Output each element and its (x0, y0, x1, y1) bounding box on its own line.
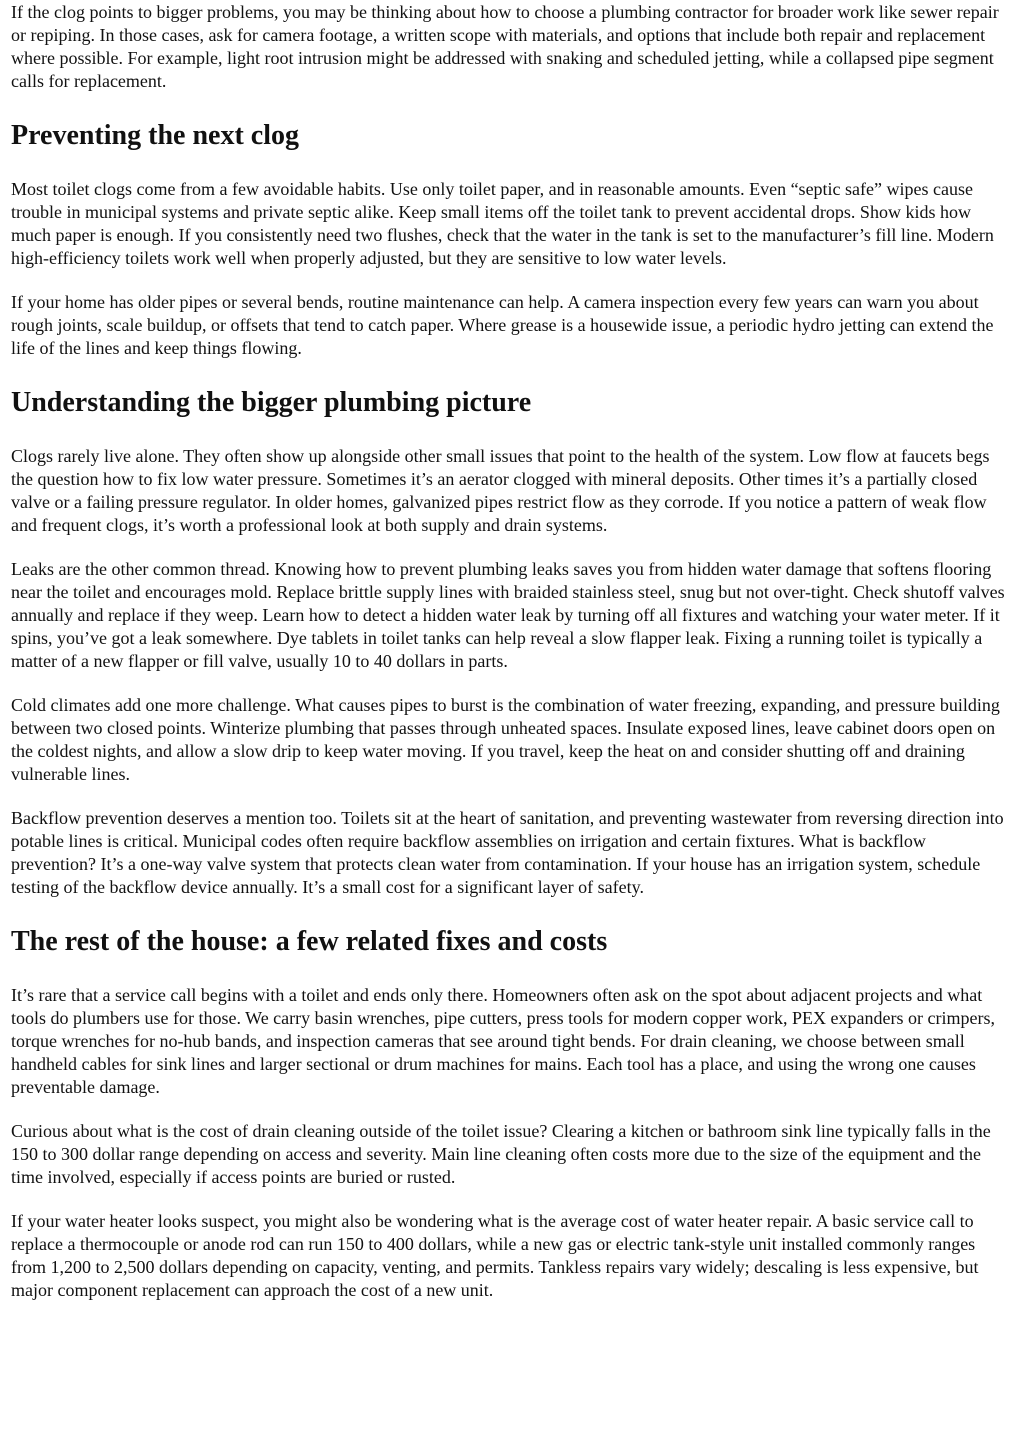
paragraph: Curious about what is the cost of drain cleaning outside of the toilet issue? Clearing a kitchen or bathroom sink line typically falls in the 150 to 300 dollar range depending on access and severity. Main line cleaning often costs more due to the size of the equipment and the time involved, especially if access points are buried or rusted. (11, 1121, 991, 1187)
paragraph: Leaks are the other common thread. Knowing how to prevent plumbing leaks saves you from hidden water damage that softens flooring near the toilet and encourages mold. Replace brittle supply lines with braided stainless steel, snug but not over-tight. Check shutoff valves annually and replace if they weep. Learn how to detect a hidden water leak by turning off all fixtures and watching your water meter. If it spins, you’ve got a leak somewhere. Dye tablets in toilet tanks can help reveal a slow flapper leak. Fixing a running toilet is typically a matter of a new flapper or fill valve, usually 10 to 40 dollars in parts. (11, 559, 1005, 671)
section-heading: Preventing the next clog (11, 120, 299, 151)
paragraph: If your water heater looks suspect, you might also be wondering what is the average cost of water heater repair. A basic service call to replace a thermocouple or anode rod can run 150 to 400 dollars, while a new gas or electric tank-style unit installed commonly ranges from 1,200 to 2,500 dollars depending on capacity, venting, and permits. Tankless repairs vary widely; descaling is less expensive, but major component replacement can approach the cost of a new unit. (11, 1211, 979, 1300)
paragraph: If your home has older pipes or several bends, routine maintenance can help. A camera inspection every few years can warn you about rough joints, scale buildup, or offsets that tend to catch paper. Where grease is a housewide issue, a periodic hydro jetting can extend the life of the lines and keep things flowing. (11, 292, 994, 358)
paragraph: Most toilet clogs come from a few avoidable habits. Use only toilet paper, and in reasonable amounts. Even “septic safe” wipes cause trouble in municipal systems and private septic alike. Keep small items off the toilet tank to prevent accidental drops. Show kids how much paper is enough. If you consistently need two flushes, check that the water in the tank is set to the manufacturer’s fill line. Modern high-efficiency toilets work well when properly adjusted, but they are sensitive to low water levels. (11, 179, 994, 268)
paragraph: It’s rare that a service call begins with a toilet and ends only there. Homeowners often ask on the spot about adjacent projects and what tools do plumbers use for those. We carry basin wrenches, pipe cutters, press tools for modern copper work, PEX expanders or crimpers, torque wrenches for no-hub bands, and inspection cameras that see around tight bends. For drain cleaning, we choose between small handheld cables for sink lines and larger sectional or drum machines for mains. Each tool has a place, and using the wrong one causes preventable damage. (11, 985, 995, 1097)
section-heading: The rest of the house: a few related fixes and costs (11, 926, 608, 957)
paragraph: If the clog points to bigger problems, you may be thinking about how to choose a plumbing contractor for broader work like sewer repair or repiping. In those cases, ask for camera footage, a written scope with materials, and options that include both repair and replacement where possible. For example, light root intrusion might be addressed with snaking and scheduled jetting, while a collapsed pipe segment calls for replacement. (11, 2, 999, 91)
section-heading: Understanding the bigger plumbing picture (11, 387, 532, 418)
paragraph: Cold climates add one more challenge. What causes pipes to burst is the combination of water freezing, expanding, and pressure building between two closed points. Winterize plumbing that passes through unheated spaces. Insulate exposed lines, leave cabinet doors open on the coldest nights, and allow a slow drip to keep water moving. If you travel, keep the heat on and consider shutting off and draining vulnerable lines. (11, 695, 1000, 784)
paragraph: Clogs rarely live alone. They often show up alongside other small issues that point to the health of the system. Low flow at faucets begs the question how to fix low water pressure. Sometimes it’s an aerator clogged with mineral deposits. Other times it’s a partially closed valve or a failing pressure regulator. In older homes, galvanized pipes restrict flow as they corrode. If you notice a pattern of weak flow and frequent clogs, it’s worth a professional look at both supply and drain systems. (11, 446, 990, 535)
paragraph: Backflow prevention deserves a mention too. Toilets sit at the heart of sanitation, and preventing wastewater from reversing direction into potable lines is critical. Municipal codes often require backflow assemblies on irrigation and certain fixtures. What is backflow prevention? It’s a one-way valve system that protects clean water from contamination. If your house has an irrigation system, schedule testing of the backflow device annually. It’s a small cost for a significant layer of safety. (11, 808, 1004, 897)
